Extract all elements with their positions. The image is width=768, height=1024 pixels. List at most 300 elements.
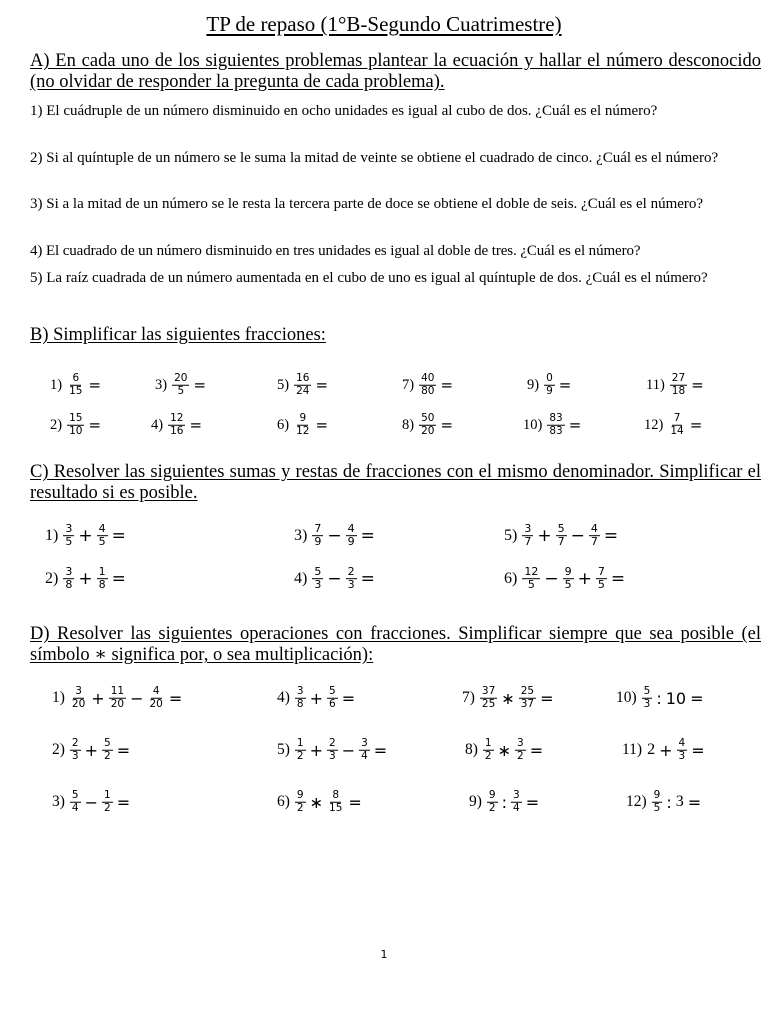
numerator: 5 <box>71 788 79 801</box>
denominator: 20 <box>421 424 435 437</box>
denominator: 7 <box>590 535 598 549</box>
fraction <box>670 373 687 398</box>
operator: ∗ <box>497 740 512 760</box>
exercise-number: 9) <box>469 793 482 810</box>
fraction <box>668 413 685 438</box>
denominator: 80 <box>421 384 435 397</box>
denominator: 4 <box>71 801 79 814</box>
numerator: 83 <box>549 411 563 424</box>
operator: = <box>168 688 183 708</box>
fraction <box>511 790 522 815</box>
fraction <box>63 566 74 592</box>
expression <box>310 523 377 549</box>
numerator: 5 <box>104 736 111 749</box>
operator: = <box>360 526 375 546</box>
fraction <box>563 566 574 592</box>
expression <box>65 413 103 438</box>
page-number: 1 <box>380 948 388 961</box>
exercise-number: 1) <box>52 689 65 706</box>
denominator: 8 <box>296 697 304 710</box>
exercise-d-7 <box>462 686 555 711</box>
exercise-b-1 <box>50 373 103 398</box>
exercise-b-5 <box>277 373 330 398</box>
exercise-number: 8) <box>402 416 415 433</box>
operator: = <box>88 416 102 434</box>
integer: 2 <box>647 741 656 758</box>
numerator: 9 <box>564 565 572 579</box>
operator: = <box>690 688 704 708</box>
exercise-number: 9) <box>527 376 540 393</box>
numerator: 4 <box>347 522 355 536</box>
numerator: 9 <box>296 788 304 801</box>
operator: − <box>327 526 342 546</box>
fraction <box>97 566 108 592</box>
fraction <box>327 790 344 815</box>
denominator: 2 <box>296 749 304 762</box>
expression <box>292 373 330 398</box>
exercise-number: 5) <box>504 527 518 544</box>
operator: = <box>568 416 582 434</box>
numerator: 1 <box>296 736 304 749</box>
exercise-d-2 <box>52 738 132 763</box>
exercise-number: 3) <box>294 527 308 544</box>
denominator: 2 <box>296 801 304 814</box>
problem-2: 2) Si al quíntuple de un número se le suma la mitad de veinte se obtiene el cuadrado de cinco. ¿Cuál es el número? <box>30 150 719 166</box>
fraction <box>102 738 113 763</box>
numerator: 27 <box>671 371 686 384</box>
operator: = <box>111 526 126 546</box>
expression <box>478 686 556 711</box>
fraction <box>312 566 323 592</box>
denominator: 83 <box>549 424 563 437</box>
denominator: 5 <box>527 578 535 592</box>
fraction <box>419 373 436 398</box>
numerator: 7 <box>597 565 605 579</box>
denominator: 2 <box>517 749 524 762</box>
operator: = <box>373 740 388 760</box>
denominator: 7 <box>524 535 532 549</box>
exercise-number: 5) <box>277 376 290 393</box>
operator: = <box>193 376 207 394</box>
operator: : <box>501 792 507 812</box>
numerator: 5 <box>314 565 322 579</box>
fraction <box>346 566 357 592</box>
exercise-b-7 <box>402 373 455 398</box>
fraction <box>419 413 436 438</box>
fraction <box>70 738 81 763</box>
operator: + <box>309 740 324 760</box>
denominator: 5 <box>653 801 661 814</box>
operator: = <box>116 740 131 760</box>
operator: + <box>78 569 93 589</box>
fraction <box>294 373 311 398</box>
numerator: 3 <box>524 522 532 536</box>
exercise-number: 1) <box>50 376 63 393</box>
exercise-number: 10) <box>616 689 637 706</box>
fraction <box>596 566 607 592</box>
expression <box>61 523 128 549</box>
denominator: 16 <box>170 424 184 437</box>
operator: − <box>84 792 99 812</box>
operator: − <box>327 569 342 589</box>
denominator: 18 <box>671 384 686 397</box>
fraction <box>327 738 338 763</box>
denominator: 3 <box>347 578 355 592</box>
denominator: 3 <box>643 697 651 710</box>
denominator: 20 <box>110 697 125 710</box>
expression <box>310 566 377 592</box>
exercise-d-4 <box>277 686 357 711</box>
denominator: 4 <box>361 749 368 762</box>
exercise-number: 7) <box>402 376 415 393</box>
numerator: 8 <box>332 788 340 801</box>
denominator: 20 <box>149 697 163 710</box>
fraction <box>346 523 357 549</box>
expression <box>417 413 455 438</box>
denominator: 9 <box>314 535 322 549</box>
fraction <box>295 738 306 763</box>
numerator: 15 <box>69 411 83 424</box>
numerator: 3 <box>296 684 304 697</box>
fraction <box>147 686 164 711</box>
fraction <box>70 686 87 711</box>
operator: = <box>540 688 554 708</box>
numerator: 1 <box>104 788 111 801</box>
exercise-number: 8) <box>465 741 478 758</box>
fraction <box>327 686 338 711</box>
denominator: 9 <box>546 384 553 397</box>
operator: = <box>315 376 329 394</box>
denominator: 20 <box>71 697 86 710</box>
exercise-d-9 <box>469 790 541 815</box>
denominator: 5 <box>597 578 605 592</box>
exercise-number: 4) <box>151 416 164 433</box>
numerator: 5 <box>329 684 336 697</box>
expression <box>666 413 704 438</box>
fraction <box>480 686 497 711</box>
numerator: 25 <box>520 684 535 697</box>
operator: ∗ <box>501 688 515 708</box>
denominator: 2 <box>484 749 492 762</box>
expression <box>68 790 132 815</box>
numerator: 1 <box>484 736 492 749</box>
operator: = <box>348 792 362 812</box>
operator: = <box>525 792 540 812</box>
exercise-number: 2) <box>45 570 59 587</box>
exercise-number: 4) <box>294 570 308 587</box>
numerator: 3 <box>361 736 368 749</box>
problem-4: 4) El cuadrado de un número disminuido en tres unidades es igual al doble de tres. ¿Cuál es el número? <box>30 243 641 259</box>
exercise-number: 2) <box>52 741 65 758</box>
expression <box>520 566 627 592</box>
expression <box>645 738 707 763</box>
operator: − <box>544 569 559 589</box>
exercise-number: 12) <box>644 416 664 433</box>
expression <box>640 686 706 711</box>
fraction <box>544 373 555 398</box>
fraction <box>589 523 600 549</box>
numerator: 12 <box>170 411 184 424</box>
operator: − <box>570 526 585 546</box>
exercise-b-4 <box>151 413 204 438</box>
fraction <box>294 413 311 438</box>
numerator: 9 <box>299 411 307 424</box>
exercise-number: 3) <box>155 376 168 393</box>
numerator: 3 <box>75 684 82 697</box>
numerator: 2 <box>329 736 336 749</box>
operator: − <box>341 740 356 760</box>
numerator: 0 <box>546 371 553 384</box>
fraction <box>67 413 84 438</box>
expression <box>668 373 706 398</box>
exercise-number: 11) <box>622 741 643 758</box>
expression <box>293 738 389 763</box>
exercise-b-10 <box>523 413 583 438</box>
problem-3: 3) Si a la mitad de un número se le resta la tercera parte de doce se obtiene el doble de seis. ¿Cuál es el número? <box>30 196 704 212</box>
operator: = <box>189 416 203 434</box>
numerator: 4 <box>678 736 686 749</box>
expression <box>545 413 583 438</box>
operator: + <box>577 569 592 589</box>
denominator: 15 <box>329 801 343 814</box>
expression <box>170 373 208 398</box>
fraction <box>483 738 494 763</box>
exercise-d-3 <box>52 790 132 815</box>
expression <box>481 738 545 763</box>
denominator: 9 <box>347 535 355 549</box>
fraction <box>67 373 84 398</box>
expression <box>61 566 128 592</box>
numerator: 3 <box>513 788 520 801</box>
operator: = <box>360 569 375 589</box>
problem-5: 5) La raíz cuadrada de un número aumentada en el cubo de uno es igual al quíntuple de dos. ¿Cuál es el número? <box>30 270 708 286</box>
denominator: 25 <box>481 697 496 710</box>
exercise-number: 7) <box>462 689 475 706</box>
fraction <box>652 790 663 815</box>
expression <box>417 373 455 398</box>
expression <box>520 523 620 549</box>
numerator: 37 <box>481 684 496 697</box>
exercise-b-11 <box>646 373 706 398</box>
page-title: TP de repaso (1°B-Segundo Cuatrimestre) <box>206 12 562 36</box>
fraction <box>295 790 306 815</box>
numerator: 3 <box>65 565 73 579</box>
denominator: 12 <box>296 424 310 437</box>
exercise-number: 11) <box>646 376 665 393</box>
denominator: 4 <box>513 801 520 814</box>
exercise-c-3 <box>294 523 377 549</box>
fraction <box>312 523 323 549</box>
denominator: 10 <box>69 424 83 437</box>
fraction <box>677 738 688 763</box>
exercise-number: 2) <box>50 416 63 433</box>
operator: + <box>659 740 673 760</box>
expression <box>485 790 541 815</box>
fraction <box>70 790 81 815</box>
numerator: 5 <box>557 522 565 536</box>
numerator: 6 <box>72 371 80 384</box>
exercise-c-4 <box>294 566 377 592</box>
expression <box>542 373 573 398</box>
exercise-number: 5) <box>277 741 290 758</box>
fraction <box>515 738 526 763</box>
exercise-d-12 <box>626 790 703 815</box>
numerator: 40 <box>421 371 435 384</box>
section-d-heading: D) Resolver las siguientes operaciones con fracciones. Simplificar siempre que sea posible (el símbolo ∗ significa por, o sea multiplicación): <box>30 624 761 665</box>
exercise-number: 6) <box>277 793 290 810</box>
problem-1: 1) El cuádruple de un número disminuido en ocho unidades es igual al cubo de dos. ¿Cuál es el número? <box>30 103 658 119</box>
exercise-d-8 <box>465 738 545 763</box>
operator: − <box>130 688 144 708</box>
expression <box>292 413 330 438</box>
expression <box>166 413 204 438</box>
fraction <box>359 738 370 763</box>
fraction <box>547 413 564 438</box>
denominator: 24 <box>296 384 310 397</box>
operator: + <box>84 740 99 760</box>
fraction <box>522 523 533 549</box>
operator: + <box>91 688 105 708</box>
denominator: 6 <box>329 697 336 710</box>
operator: = <box>341 688 356 708</box>
section-a-heading: A) En cada uno de los siguientes problemas plantear la ecuación y hallar el número desconocido (no olvidar de responder la pregunta de cada problema). <box>30 51 761 92</box>
numerator: 7 <box>314 522 322 536</box>
operator: = <box>440 376 454 394</box>
denominator: 3 <box>314 578 322 592</box>
fraction <box>109 686 126 711</box>
numerator: 3 <box>517 736 524 749</box>
fraction <box>556 523 567 549</box>
section-b-heading: B) Simplificar las siguientes fracciones: <box>30 325 326 345</box>
operator: ∗ <box>309 792 324 812</box>
exercise-number: 4) <box>277 689 290 706</box>
fraction <box>63 523 74 549</box>
exercise-number: 6) <box>277 416 290 433</box>
exercise-b-3 <box>155 373 208 398</box>
operator: = <box>689 416 703 434</box>
denominator: 5 <box>564 578 572 592</box>
numerator: 2 <box>71 736 79 749</box>
exercise-c-2 <box>45 566 128 592</box>
exercise-b-9 <box>527 373 573 398</box>
fraction <box>642 686 653 711</box>
operator: = <box>691 376 704 394</box>
denominator: 3 <box>678 749 686 762</box>
exercise-c-6 <box>504 566 627 592</box>
numerator: 11 <box>110 684 125 697</box>
exercise-d-1 <box>52 686 184 711</box>
operator: = <box>315 416 329 434</box>
expression <box>293 686 357 711</box>
expression <box>650 790 703 815</box>
fraction <box>102 790 113 815</box>
numerator: 1 <box>98 565 106 579</box>
operator: = <box>691 740 705 760</box>
expression <box>293 790 364 815</box>
expression <box>68 686 184 711</box>
exercise-c-5 <box>504 523 620 549</box>
numerator: 16 <box>296 371 310 384</box>
operator: = <box>440 416 454 434</box>
numerator: 3 <box>65 522 73 536</box>
exercise-number: 1) <box>45 527 59 544</box>
denominator: 2 <box>104 749 111 762</box>
denominator: 8 <box>98 578 106 592</box>
fraction <box>172 373 189 398</box>
integer: 3 <box>675 793 684 810</box>
operator: = <box>603 526 619 546</box>
expression <box>65 373 103 398</box>
exercise-b-2 <box>50 413 103 438</box>
operator: : <box>656 688 662 708</box>
exercise-b-6 <box>277 413 330 438</box>
fraction <box>487 790 498 815</box>
numerator: 12 <box>524 565 539 579</box>
operator: = <box>610 569 626 589</box>
denominator: 7 <box>557 535 565 549</box>
fraction <box>295 686 306 711</box>
operator: = <box>88 376 102 394</box>
numerator: 20 <box>174 371 188 384</box>
denominator: 37 <box>520 697 535 710</box>
expression <box>68 738 132 763</box>
denominator: 14 <box>670 424 684 437</box>
numerator: 9 <box>488 788 496 801</box>
operator: = <box>558 376 572 394</box>
exercise-number: 3) <box>52 793 65 810</box>
denominator: 3 <box>71 749 79 762</box>
fraction <box>519 686 536 711</box>
exercise-d-5 <box>277 738 389 763</box>
numerator: 4 <box>590 522 598 536</box>
numerator: 5 <box>643 684 651 697</box>
exercise-d-11 <box>622 738 707 763</box>
exercise-number: 6) <box>504 570 518 587</box>
exercise-number: 12) <box>626 793 647 810</box>
denominator: 5 <box>177 384 185 397</box>
numerator: 4 <box>152 684 160 697</box>
exercise-d-6 <box>277 790 364 815</box>
integer: 10 <box>665 688 687 708</box>
denominator: 2 <box>104 801 111 814</box>
exercise-b-8 <box>402 413 455 438</box>
operator: = <box>111 569 126 589</box>
exercise-number: 10) <box>523 416 543 433</box>
fraction <box>522 566 540 592</box>
denominator: 5 <box>65 535 73 549</box>
operator: + <box>309 688 324 708</box>
denominator: 15 <box>69 384 83 397</box>
operator: = <box>529 740 544 760</box>
numerator: 2 <box>347 565 355 579</box>
denominator: 8 <box>65 578 73 592</box>
numerator: 50 <box>421 411 435 424</box>
denominator: 3 <box>329 749 336 762</box>
denominator: 2 <box>488 801 496 814</box>
operator: = <box>116 792 131 812</box>
numerator: 7 <box>673 411 681 424</box>
operator: = <box>687 792 702 812</box>
exercise-b-12 <box>644 413 704 438</box>
fraction <box>97 523 108 549</box>
denominator: 5 <box>98 535 106 549</box>
operator: : <box>666 792 672 812</box>
exercise-c-1 <box>45 523 128 549</box>
fraction <box>168 413 185 438</box>
section-c-heading: C) Resolver las siguientes sumas y restas de fracciones con el mismo denominador. Simplificar el resultado si es posible. <box>30 462 761 503</box>
numerator: 4 <box>98 522 106 536</box>
numerator: 9 <box>653 788 661 801</box>
